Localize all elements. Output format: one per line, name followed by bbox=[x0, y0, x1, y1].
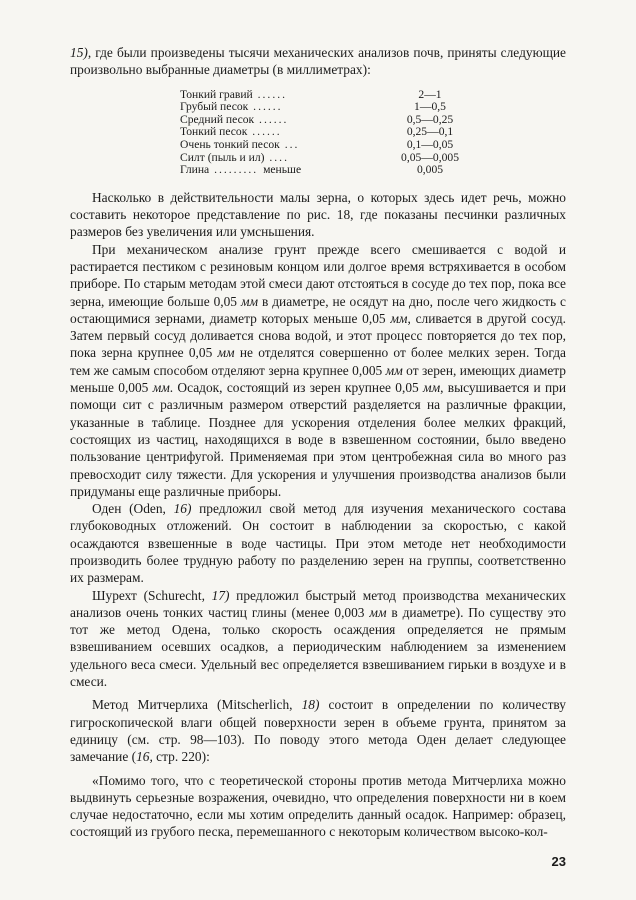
paragraph-mechanical-analysis bbox=[70, 241, 566, 500]
size-range: 1—0,5 bbox=[414, 100, 446, 114]
text-run: , сливается в другой сосуд. Затем первый сосуд доливается снова водой, и этот процесс повторяется до тех пор, пока зерна крупнее 0,05 bbox=[70, 310, 566, 361]
size-class-name: Глина bbox=[180, 164, 210, 177]
unit-mm: мм bbox=[217, 345, 235, 361]
text-run: . Осадок, состоящий из зерен крупнее 0,05 bbox=[169, 380, 424, 396]
paragraph-grain-size: Насколько в действительности малы зерна, о которых здесь идет речь, можно составить некоторое представление по рис. 18, где показаны песчинки различных размеров без увеличения или умсньшения. bbox=[70, 189, 566, 240]
paragraph-oden bbox=[70, 500, 566, 586]
unit-mm: мм bbox=[423, 380, 441, 396]
unit-mm: мм bbox=[369, 604, 387, 620]
text-run: предложил быстрый метод производства механических анализов очень тонких частиц глины (менее 0,003 bbox=[70, 587, 566, 620]
leader-dots: ...... bbox=[254, 113, 289, 126]
size-row bbox=[180, 164, 470, 177]
paragraph-schurecht bbox=[70, 587, 566, 691]
paragraph-mitscherlich bbox=[70, 696, 566, 765]
size-range: 0,25—0,1 bbox=[406, 125, 454, 139]
size-row bbox=[180, 101, 470, 114]
ref-16: 16) bbox=[173, 501, 192, 517]
text-run: не отделятся совершенно от более мелких зерен. Тогда тем же самым способом отделяют зерна крупнее 0,005 bbox=[70, 345, 566, 378]
text-run: состоит в определении по количеству гигроскопической влаги общей поверхности зерен в объеме грунта, принятом за единицу (см. стр. 98—103). По поводу этого метода Оден делает следующее замечание ( bbox=[70, 697, 566, 765]
text-run: в диаметре). По существу это тот же метод Одена, только скорость осаждения определяется не прямым взвешиванием осевших осадков, а периодическим наблюдением за изменением удельного веса смеси. Удельный вес определяется взвешиванием гирьки в воздухе и в смеси. bbox=[70, 604, 566, 690]
size-class-name: Средний песок bbox=[180, 113, 255, 126]
leader-dots: .... bbox=[264, 151, 289, 164]
unit-mm: мм bbox=[390, 310, 408, 326]
size-class-name: Тонкий песок bbox=[180, 126, 248, 139]
text-run: Метод Митчерлиха (Mitscherlich, bbox=[92, 697, 302, 713]
ref-17: 17) bbox=[211, 587, 230, 603]
leader-dots: ... bbox=[279, 138, 300, 151]
text-run: предложил свой метод для изучения механического состава глубоководных отложений. Он состоит в наблюдении за скоростью, с какой осаждаются взвешенные в воде частицы. При этом методе нет необходимости производить более трудную работу по разделению зерен на группы, соответственно их размерам. bbox=[70, 501, 566, 586]
text-run: стр. 220): bbox=[152, 749, 210, 765]
text-run: Шурехт (Schurecht, bbox=[92, 587, 212, 603]
size-range: 0,5—0,25 bbox=[406, 112, 454, 126]
size-range: 0,005 bbox=[416, 163, 444, 177]
text-run: в диаметре, не осядут на дно, после чего жидкость с остающимися зернами, диаметр которых меньше 0,05 bbox=[70, 293, 566, 326]
size-row bbox=[180, 139, 470, 152]
particle-size-table bbox=[180, 89, 470, 177]
ref-18: 18) bbox=[301, 697, 320, 713]
leader-dots: ...... bbox=[247, 126, 282, 139]
intro-ref: 15) bbox=[70, 45, 88, 60]
size-class-name: Тонкий гравий bbox=[180, 88, 253, 101]
size-range: 0,05—0,005 bbox=[401, 150, 459, 164]
leader-dots: ...... bbox=[248, 101, 283, 114]
unit-mm: мм bbox=[240, 293, 259, 309]
leader-dots: ......... bbox=[209, 164, 264, 177]
text-run: от зерен, имеющих диаметр меньше 0,005 bbox=[70, 362, 566, 396]
size-class-name: Силт (пыль и ил) bbox=[180, 151, 265, 164]
text-run: , высушивается и при помощи сит с различным размером отверстий разделяется на различные фракции, указанные в таблице. Позднее для ускорения отделения более мелких фракций, состоящих из частиц, находящихся в воде в взвешенном состоянии, было введено пользование центрифугой. Применяемая при этом центробежная сила во много раз превосходит силу тяжести. Для ускорения и улучшения производства анализов были придуманы еще различные приборы. bbox=[70, 380, 566, 499]
size-suffix: меньше bbox=[263, 164, 302, 177]
paragraph-quote: «Помимо того, что с теоретической стороны против метода Митчерлиха можно выдвинуть серьезные возражения, очевидно, что определения поверхности ни в коем случае недостаточно, если мы хотим определить данный осадок. Например: образец, состоящий из грубого песка, перемешанного с некоторым количеством высоко-кол- bbox=[70, 772, 566, 840]
text-run: Оден (Oden, bbox=[92, 501, 174, 517]
intro-paragraph bbox=[70, 44, 566, 79]
size-class-name: Грубый песок bbox=[180, 101, 249, 114]
leader-dots: ...... bbox=[252, 88, 288, 101]
unit-mm: мм bbox=[385, 362, 403, 378]
size-range: 0,1—0,05 bbox=[406, 137, 454, 151]
page-body bbox=[70, 44, 566, 841]
size-range: 2—1 bbox=[418, 87, 442, 101]
ref-16: 16, bbox=[136, 749, 153, 765]
page-number: 23 bbox=[551, 854, 566, 869]
unit-mm: мм bbox=[152, 380, 170, 396]
intro-text: , где были произведены тысячи механических анализов почв, приняты следующие произвольно выбранные диаметры (в миллиметрах): bbox=[70, 45, 566, 78]
size-class-name: Очень тонкий песок bbox=[180, 138, 280, 151]
text-run: При механическом анализе грунт прежде всего смешивается с водой и растирается пестиком с резиновым концом или долгое время встряхивается в особом приборе. По старым методам этой смеси дают отстояться в сосуде до тех пор, пока все зерна, имеющие больше 0,05 bbox=[70, 241, 566, 309]
